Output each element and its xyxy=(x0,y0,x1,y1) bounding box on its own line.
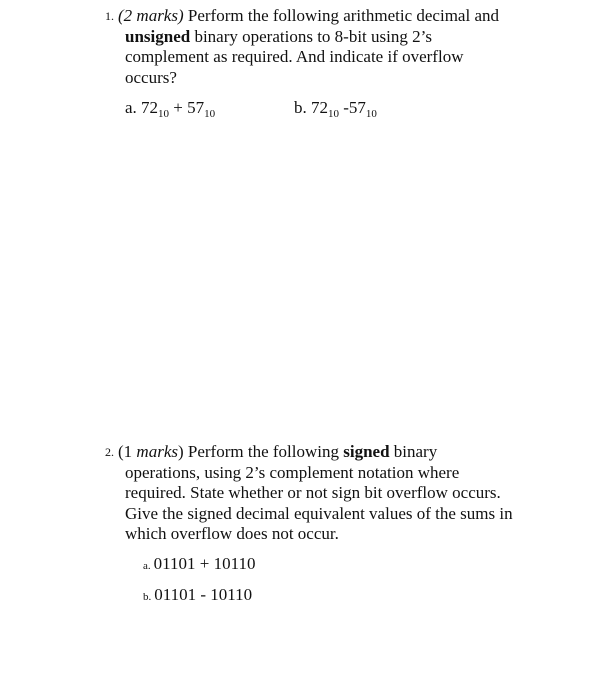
question-2-part-b-label: b. xyxy=(143,591,152,603)
question-1-line-2-rest: binary operations to 8-bit using 2’s xyxy=(190,26,432,46)
part-b-label: b. xyxy=(294,98,307,117)
question-1-line-3: complement as required. And indicate if overflow xyxy=(125,47,464,66)
question-2-line-1-tail: binary xyxy=(389,442,438,461)
question-2-number: 2. xyxy=(105,445,114,459)
question-2-signed-word: signed xyxy=(343,442,390,461)
question-1-part-b xyxy=(294,98,377,118)
question-2-line-3: required. State whether or not sign bit overflow occurs. xyxy=(125,483,501,502)
question-1-marks: (2 marks) xyxy=(118,6,184,25)
question-2-part-a-expression: 01101 + 10110 xyxy=(153,554,256,573)
question-1-parts xyxy=(0,98,560,124)
question-1-line-4: occurs? xyxy=(125,67,177,87)
question-2-part-b-expression: 01101 - 10110 xyxy=(154,585,253,604)
question-1-line-1 xyxy=(118,6,538,27)
part-a-operator: + xyxy=(173,98,183,117)
question-2-line-5: which overflow does not occur. xyxy=(125,524,339,543)
part-a-base-1: 10 xyxy=(158,108,170,120)
part-b-operator-operand: -57 xyxy=(343,98,366,117)
part-b-operand-1: 72 xyxy=(311,98,328,117)
question-2-line-4: Give the signed decimal equivalent values of the sums in xyxy=(125,503,513,523)
question-2-part-a xyxy=(143,554,255,574)
question-2-line-1 xyxy=(118,442,558,463)
part-a-operand-1: 72 xyxy=(141,98,159,117)
part-a-base-2: 10 xyxy=(204,108,216,120)
question-2-marks-number: 1 xyxy=(123,442,133,461)
question-2-part-a-label: a. xyxy=(143,560,151,572)
question-2-marks-word: marks xyxy=(136,442,178,461)
question-2-line-2: operations, using 2’s complement notation where xyxy=(125,462,460,482)
question-1-part-a xyxy=(125,98,215,118)
question-2-open-paren: ( xyxy=(118,442,124,461)
part-b-base-1: 10 xyxy=(328,108,339,120)
question-2-line-1-rest: ) Perform the following xyxy=(177,442,344,461)
question-1-number: 1. xyxy=(105,9,114,23)
question-2-text xyxy=(118,442,558,545)
part-b-base-2: 10 xyxy=(365,108,377,120)
question-1-line-2 xyxy=(125,27,538,48)
question-1-unsigned-word: unsigned xyxy=(125,26,191,46)
part-a-operand-2: 57 xyxy=(187,98,205,117)
part-a-label: a. xyxy=(125,98,137,117)
question-2-part-b xyxy=(143,585,252,605)
question-1-text xyxy=(118,6,538,88)
question-1-line-1-rest: Perform the following arithmetic decimal and xyxy=(183,6,499,25)
